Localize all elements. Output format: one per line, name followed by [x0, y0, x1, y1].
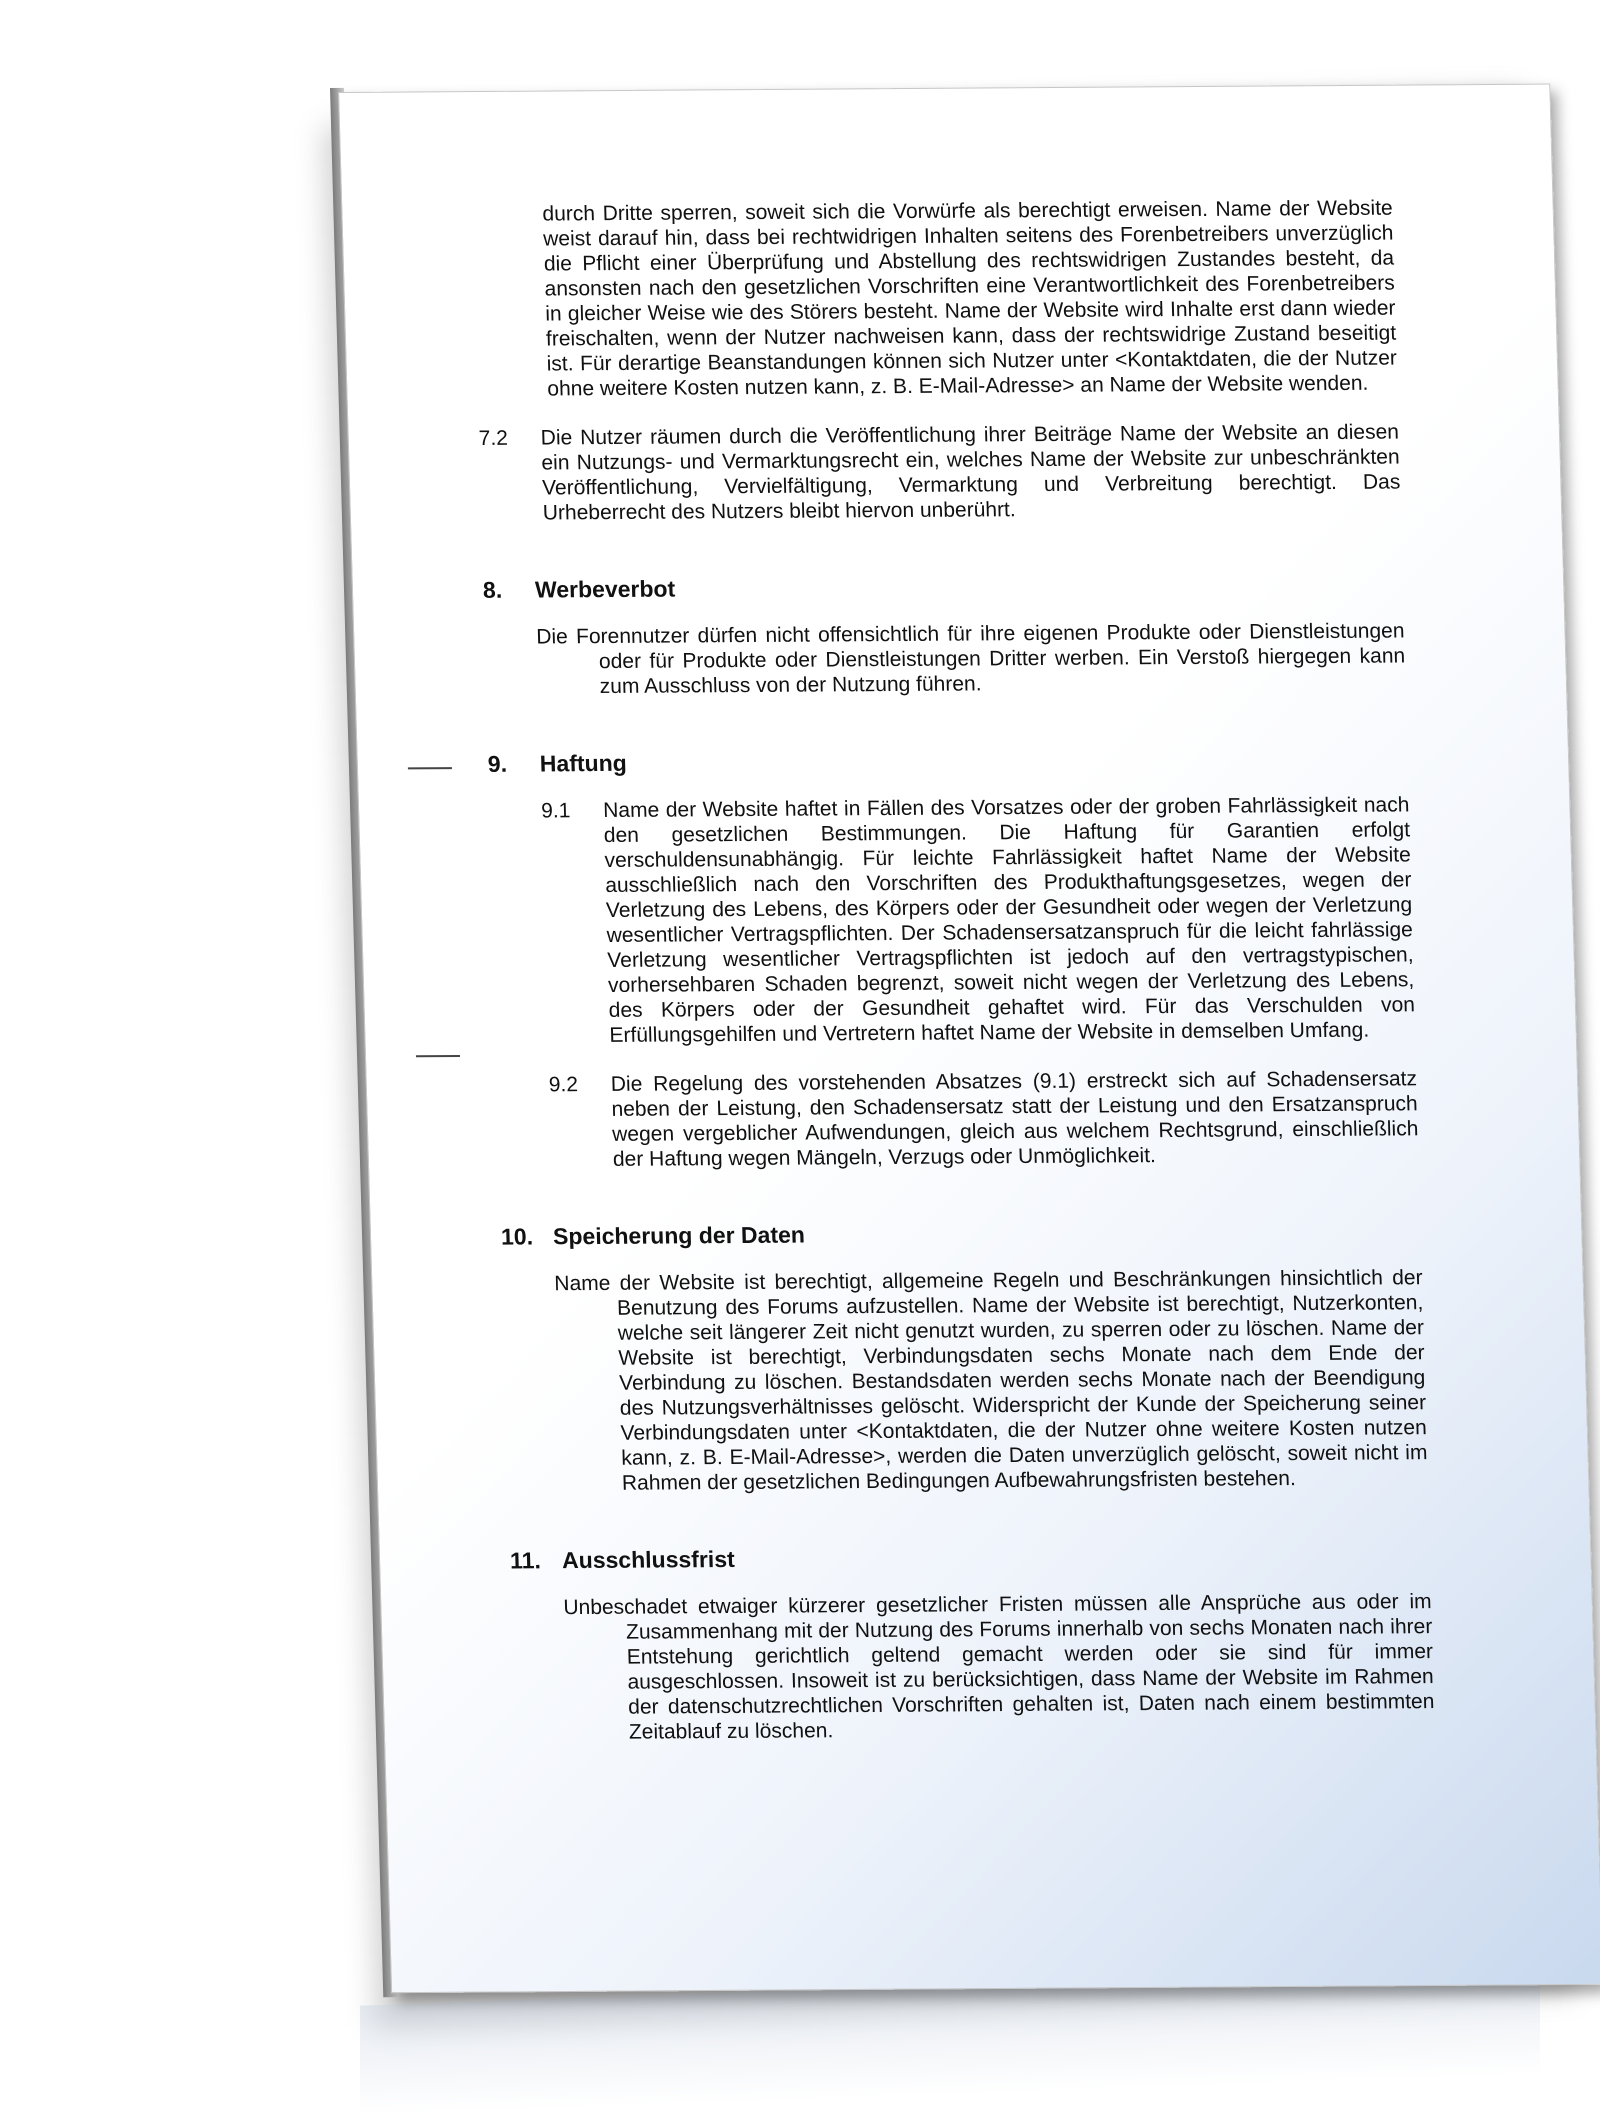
clause-9-1 — [541, 792, 1416, 1048]
punch-mark — [416, 1055, 460, 1057]
section-8-text: Die Forennutzer dürfen nicht offensichtlich für ihre eigenen Produkte oder Dienstleistungen oder für Produkte oder Dienstleistungen Dritter werben. Ein Verstoß hiergegen kann zum Ausschluss von der Nutzung führen. — [535, 619, 1406, 699]
section-number: 8. — [482, 576, 503, 603]
clause-7-2 — [478, 420, 1401, 526]
fold-mark — [408, 767, 452, 769]
clause-9-2 — [548, 1066, 1419, 1172]
section-heading-8 — [483, 571, 1404, 602]
clause-number: 9.1 — [540, 799, 571, 823]
section-heading-10 — [501, 1218, 1422, 1249]
clause-text: Die Regelung des vorstehenden Absatzes (9.1) erstreckt sich auf Schadensersatz neben der Leistung, den Schadensersatz statt der Leistung und den Ersatzanspruch wegen vergeblicher Aufwendungen, gleich aus welchem Rechtsgrund, einschließlich der Haftung wegen Mängeln, Verzugs oder Unmöglichkeit. — [610, 1067, 1419, 1171]
section-title: Ausschlussfrist — [561, 1545, 736, 1574]
intro-paragraph: durch Dritte sperren, soweit sich die Vorwürfe als berechtigt erweisen. Name der Website weist darauf hin, dass bei rechtwidrigen Inhalten seitens des Forenbetreibers unverzüglich die Pflicht einer Überprüfung und Abstellung des rechtswidrigen Zustandes besteht, da ansonsten nach den gesetzlichen Vorschriften eine Verantwortlichkeit des Forenbetreibers in gleicher Weise wie des Störers besteht. Name der Website wird Inhalte erst dann wieder freischalten, wenn der Nutzer nachweisen kann, dass der rechtswidrige Zustand beseitigt ist. Für derartige Beanstandungen können sich Nutzer unter <Kontaktdaten, die der Nutzer ohne weitere Kosten nutzen kann, z. B. E-Mail-Adresse> an Name der Website wenden. — [542, 196, 1398, 401]
page-content — [472, 196, 1435, 1746]
section-number: 10. — [500, 1223, 534, 1250]
section-title: Werbeverbot — [534, 575, 676, 603]
clause-text: Name der Website haftet in Fällen des Vorsatzes oder der groben Fahrlässigkeit nach den gesetzlichen Bestimmungen. Die Haftung für Garantien erfolgt verschuldensunabhängig. Für leichte Fahrlässigkeit haftet Name der Website ausschließlich nach den Vorschriften des Produkthaftungsgesetzes, wegen der Verletzung des Lebens, des Körpers oder der Gesundheit oder wegen der Verletzung wesentlicher Vertragspflichten. Der Schadensersatzanspruch für die leicht fahrlässige Verletzung wesentlicher Vertragspflichten ist jedoch auf den vertragstypischen, vorhersehbaren Schaden begrenzt, soweit nicht wegen der Verletzung des Lebens, des Körpers oder der Gesundheit gehaftet wird. Für das Verschulden von Erfüllungsgehilfen und Vertretern haftet Name der Website in demselben Umfang. — [602, 793, 1416, 1047]
section-heading-9 — [487, 745, 1408, 776]
section-title: Speicherung der Daten — [552, 1221, 806, 1250]
section-heading-11 — [510, 1542, 1431, 1573]
section-number: 11. — [509, 1547, 542, 1574]
clause-number: 7.2 — [478, 426, 509, 450]
section-title: Haftung — [539, 749, 628, 777]
section-11-text: Unbeschadet etwaiger kürzerer gesetzlicher Fristen müssen alle Ansprüche aus oder im Zusammenhang mit der Nutzung des Forums innerhalb von sechs Monaten nach ihrer Entstehung gerichtlich geltend gemacht werden oder sie sind für immer ausgeschlossen. Insoweit ist zu berücksichtigen, dass Name der Website im Rahmen der datenschutzrechtlichen Vorschriften gehalten ist, Daten nach einem bestimmten Zeitablauf zu löschen. — [563, 1590, 1435, 1744]
clause-number: 9.2 — [548, 1073, 579, 1097]
clause-text: Die Nutzer räumen durch die Veröffentlichung ihrer Beiträge Name der Website an diesen ein Nutzungs- und Vermarktungsrecht ein, welches Name der Website zur unbeschränkten Veröffentlichung, Vervielfältigung, Vermarktung und Verbreitung berechtigt. Das Urheberrecht des Nutzers bleibt hiervon unberührt. — [540, 420, 1401, 525]
document-page — [338, 84, 1600, 1994]
section-9-clauses — [541, 792, 1420, 1172]
section-10-text: Name der Website ist berechtigt, allgemeine Regeln und Beschränkungen hinsichtlich der Benutzung des Forums aufzustellen. Name der Website ist berechtigt, Nutzerkonten, welche seit längerer Zeit nicht genutzt wurden, zu sperren oder zu löschen. Name der Website ist berechtigt, Verbindungsdaten sechs Monate nach dem Ende der Verbindung zu löschen. Bestandsdaten werden sechs Monate nach der Beendigung des Nutzungsverhältnisses gelöscht. Widerspricht der Kunde der Speicherung seiner Verbindungsdaten unter <Kontaktdaten, die der Nutzer ohne weitere Kosten nutzen kann, z. B. E-Mail-Adresse>, werden die Daten unverzüglich gelöscht, soweit nicht im Rahmen der gesetzlichen Bedingungen Aufbewahrungsfristen bestehen. — [554, 1266, 1428, 1495]
section-number: 9. — [487, 750, 508, 777]
